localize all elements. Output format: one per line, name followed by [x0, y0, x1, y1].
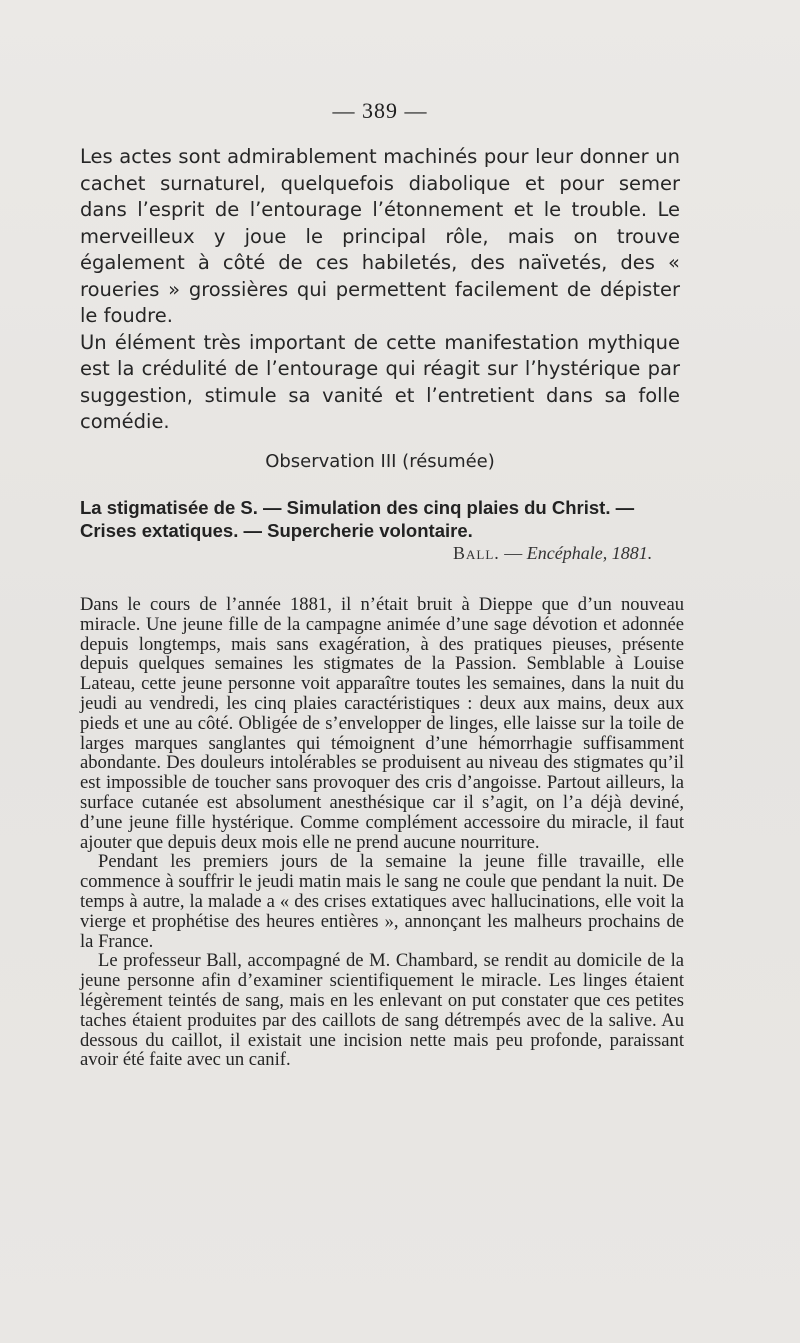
intro-paragraph: Un élément très important de cette manifestation mythique est la crédulité de l’entourage qui réagit sur l’hystérique par suggestion, stimule sa vanité et l’entretient dans sa folle comédie.	[80, 330, 680, 433]
body-paragraph: Dans le cours de l’année 1881, il n’était bruit à Dieppe que d’un nouveau miracle. Une jeune fille de la campagne animée d’une sage dévotion et adonnée depuis longtemps, mais sans exagération, à des pratiques pieuses, présente depuis quelques semaines les stigmates de la Passion. Semblable à Louise Lateau, cette jeune personne voit apparaître toutes les semaines, dans la nuit du jeudi au vendredi, les cinq plaies caractéristiques : deux aux mains, deux aux pieds et une au côté. Obligée de s’envelopper de linges, elle laisse sur la toile de larges marques sanglantes qui témoignent d’une hémorrhagie suffisamment abondante. Des douleurs intolérables se produisent au niveau des stigmates qu’il est impossible de toucher sans provoquer des cris d’angoisse. Partout ailleurs, la surface cutanée est absolument anesthésique car il s’agit, on l’a déjà deviné, d’une jeune fille hystérique. Comme complément accessoire du miracle, il faut ajouter que depuis deux mois elle ne prend aucune nourriture.	[80, 594, 684, 853]
observation-subtitle-line: La stigmatisée de S. — Simulation des cinq plaies du Christ. —	[80, 497, 635, 518]
intro-text	[80, 144, 680, 436]
citation-separator: —	[499, 543, 527, 563]
observation-subtitle-line: Crises extatiques. — Supercherie volontaire.	[80, 520, 473, 541]
citation	[453, 543, 652, 564]
body-paragraph: Pendant les premiers jours de la semaine la jeune fille travaille, elle commence à souffrir le jeudi matin mais le sang ne coule que pendant la nuit. De temps à autre, la malade a « des crises extatiques avec hallucinations, elle voit la vierge et prophétise des heures entières », annonçant les malheurs prochains de la France.	[80, 851, 684, 952]
body-paragraph: Le professeur Ball, accompagné de M. Chambard, se rendit au domicile de la jeune personne afin d’examiner scientifiquement le miracle. Les linges étaient légèrement teintés de sang, mais en les enlevant on put constater que ces petites taches étaient produites par des caillots de sang détrempés avec de la salive. Au dessous du caillot, il existait une incision nette mais peu profonde, paraissant avoir été faite avec un canif.	[80, 950, 684, 1071]
citation-author: Ball.	[453, 543, 500, 563]
observation-body	[80, 595, 684, 1070]
observation-title: Observation III (résumée)	[265, 451, 495, 472]
intro-paragraph: Les actes sont admirablement machinés pour leur donner un cachet surnaturel, quelquefois diabolique et pour semer dans l’esprit de l’entourage l’étonnement et le trouble. Le merveilleux y joue le principal rôle, mais on trouve également à côté de ces habiletés, des naïvetés, des « roueries » grossières qui permettent facilement de dépister le foudre.	[80, 145, 680, 327]
observation-subtitle	[80, 496, 680, 542]
citation-source: Encéphale, 1881.	[526, 543, 653, 563]
page-number: — 389 —	[332, 98, 428, 123]
